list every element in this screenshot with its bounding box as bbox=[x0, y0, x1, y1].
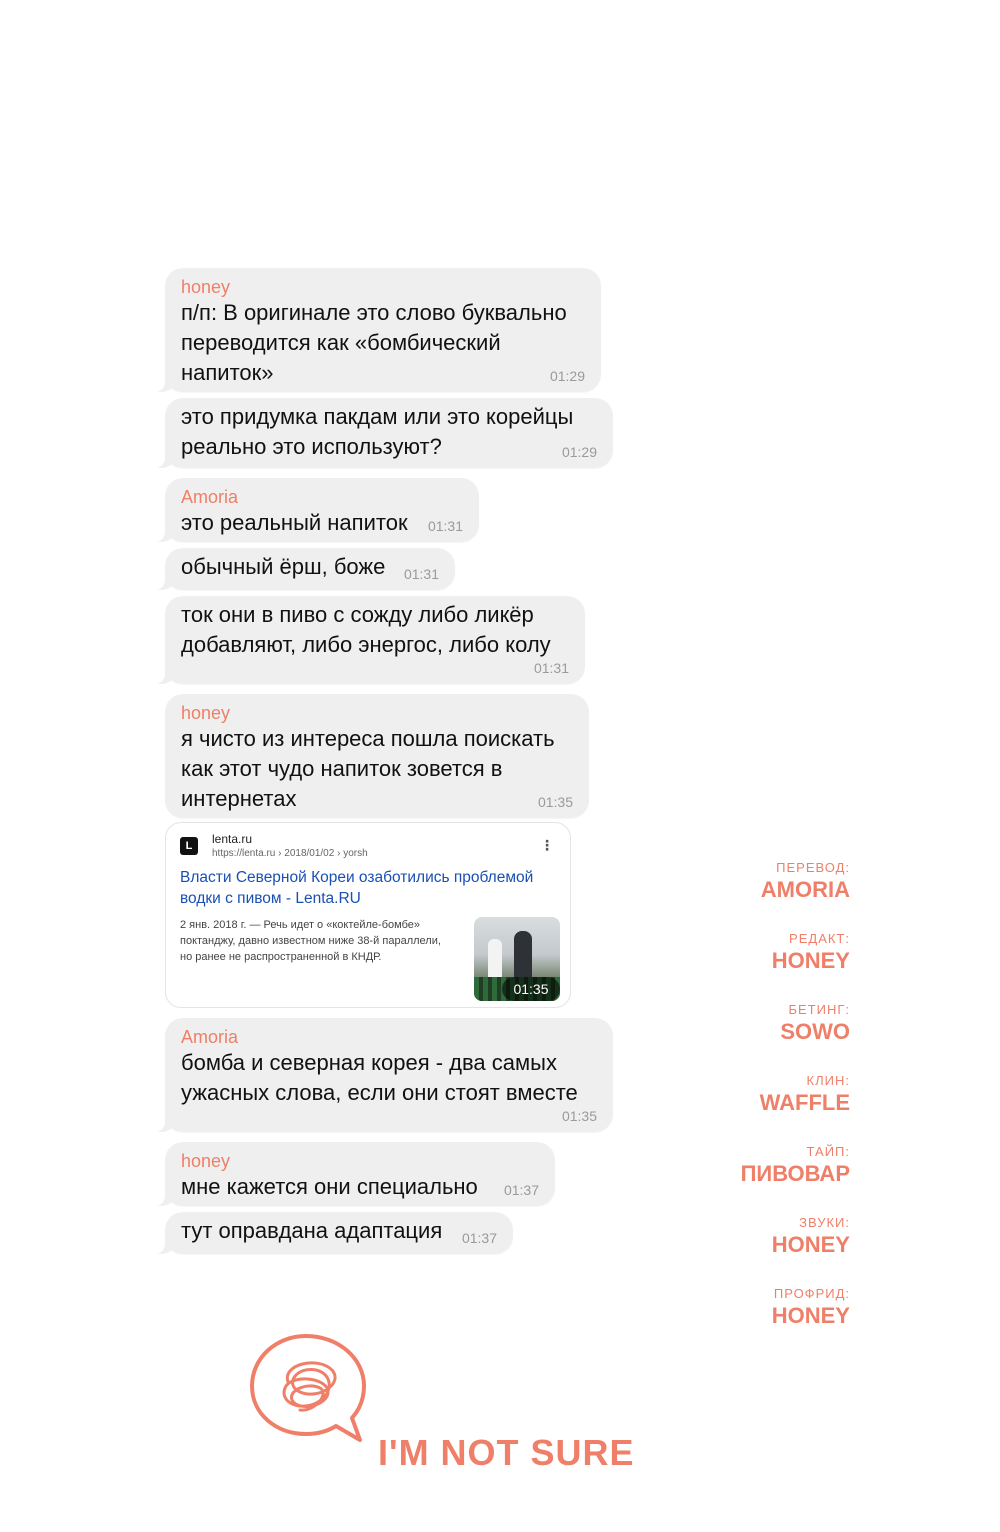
credit-role: ПРОФРИД: bbox=[773, 1286, 850, 1301]
message-line: п/п: В оригинале это слово буквально bbox=[181, 300, 567, 325]
message-bubble bbox=[165, 268, 601, 392]
message-time: 01:31 bbox=[533, 660, 569, 676]
message-line: как этот чудо напиток зовется в bbox=[181, 756, 503, 781]
message-bubble bbox=[165, 694, 589, 818]
message-line: добавляют, либо энергос, либо колу bbox=[181, 632, 551, 657]
link-url: https://lenta.ru › 2018/01/02 › yorsh bbox=[212, 848, 368, 859]
message-sender: honey bbox=[181, 703, 231, 723]
credit-name: SOWO bbox=[780, 1019, 850, 1044]
credit-name: HONEY bbox=[771, 1303, 850, 1328]
message-time: 01:29 bbox=[549, 368, 585, 384]
message-time: 01:29 bbox=[561, 444, 597, 460]
message-time: 01:31 bbox=[427, 518, 463, 534]
message-bubble bbox=[165, 478, 479, 542]
message-line: тут оправдана адаптация bbox=[181, 1218, 443, 1243]
message-line: переводится как «бомбический bbox=[181, 330, 501, 355]
link-site-name: lenta.ru bbox=[212, 832, 253, 846]
message-line: интернетах bbox=[181, 786, 297, 811]
credits-list bbox=[650, 860, 850, 1357]
message-time: 01:35 bbox=[537, 794, 573, 810]
credit-entry bbox=[650, 1215, 850, 1259]
thumbnail-figure bbox=[514, 931, 532, 983]
credit-entry bbox=[650, 1073, 850, 1117]
speech-bubble-scribble-icon bbox=[248, 1330, 378, 1445]
message-sender: honey bbox=[181, 1151, 231, 1171]
message-bubble bbox=[165, 398, 613, 468]
message-line: бомба и северная корея - два самых bbox=[181, 1050, 557, 1075]
link-preview-card[interactable] bbox=[165, 822, 571, 1008]
message-bubble bbox=[165, 1212, 513, 1254]
message-sender: Amoria bbox=[181, 487, 239, 507]
credit-role: ПЕРЕВОД: bbox=[776, 860, 850, 875]
more-options-icon[interactable]: ⋮ bbox=[540, 837, 554, 853]
message-line: мне кажется они специально bbox=[181, 1174, 478, 1199]
message-line: реально это используют? bbox=[181, 434, 442, 459]
credit-entry bbox=[650, 860, 850, 904]
message-bubble bbox=[165, 596, 585, 684]
message-time: 01:37 bbox=[503, 1182, 539, 1198]
credit-role: БЕТИНГ: bbox=[788, 1002, 850, 1017]
credit-entry bbox=[650, 1002, 850, 1046]
credit-name: WAFFLE bbox=[759, 1090, 850, 1115]
credit-entry bbox=[650, 931, 850, 975]
credit-entry bbox=[650, 1286, 850, 1330]
credit-name: HONEY bbox=[771, 1232, 850, 1257]
message-sender: Amoria bbox=[181, 1027, 239, 1047]
credit-entry bbox=[650, 1144, 850, 1188]
message-sender: honey bbox=[181, 277, 231, 297]
message-line: это придумка пакдам или это корейцы bbox=[181, 404, 574, 429]
credit-name: HONEY bbox=[771, 948, 850, 973]
link-snippet-line: 2 янв. 2018 г. — Речь идет о «коктейле-бомбе» bbox=[180, 919, 420, 931]
link-title-line: Власти Северной Кореи озаботились проблемой bbox=[180, 869, 534, 886]
link-snippet-line: но ранее не распространенной в КНДР. bbox=[180, 951, 382, 963]
team-logo bbox=[248, 1330, 635, 1490]
credit-name: AMORIA bbox=[760, 877, 850, 902]
lenta-logo-icon: L bbox=[180, 837, 198, 855]
link-title-line: водки с пивом - Lenta.RU bbox=[180, 890, 361, 907]
message-bubble bbox=[165, 1018, 613, 1132]
message-time: 01:35 bbox=[502, 977, 560, 1001]
message-line: это реальный напиток bbox=[181, 510, 408, 535]
message-line: ужасных слова, если они стоят вместе bbox=[181, 1080, 578, 1105]
message-line: ток они в пиво с сожду либо ликёр bbox=[181, 602, 534, 627]
credit-role: ТАЙП: bbox=[806, 1144, 850, 1159]
credit-role: РЕДАКТ: bbox=[789, 931, 850, 946]
message-line: я чисто из интереса пошла поискать bbox=[181, 726, 555, 751]
message-line: обычный ёрш, боже bbox=[181, 554, 386, 579]
message-time: 01:37 bbox=[461, 1230, 497, 1246]
link-snippet bbox=[180, 917, 470, 965]
message-line: напиток» bbox=[181, 360, 274, 385]
team-name: I'M NOT SURE bbox=[378, 1432, 635, 1473]
message-time: 01:31 bbox=[403, 566, 439, 582]
message-bubble bbox=[165, 1142, 555, 1206]
message-time: 01:35 bbox=[561, 1108, 597, 1124]
link-snippet-line: поктанджу, давно известном ниже 38-й параллели, bbox=[180, 935, 441, 947]
credit-role: КЛИН: bbox=[806, 1073, 850, 1088]
link-title[interactable] bbox=[180, 867, 560, 909]
credit-name: ПИВОВАР bbox=[740, 1161, 850, 1186]
message-bubble bbox=[165, 548, 455, 590]
credit-role: ЗВУКИ: bbox=[799, 1215, 850, 1230]
